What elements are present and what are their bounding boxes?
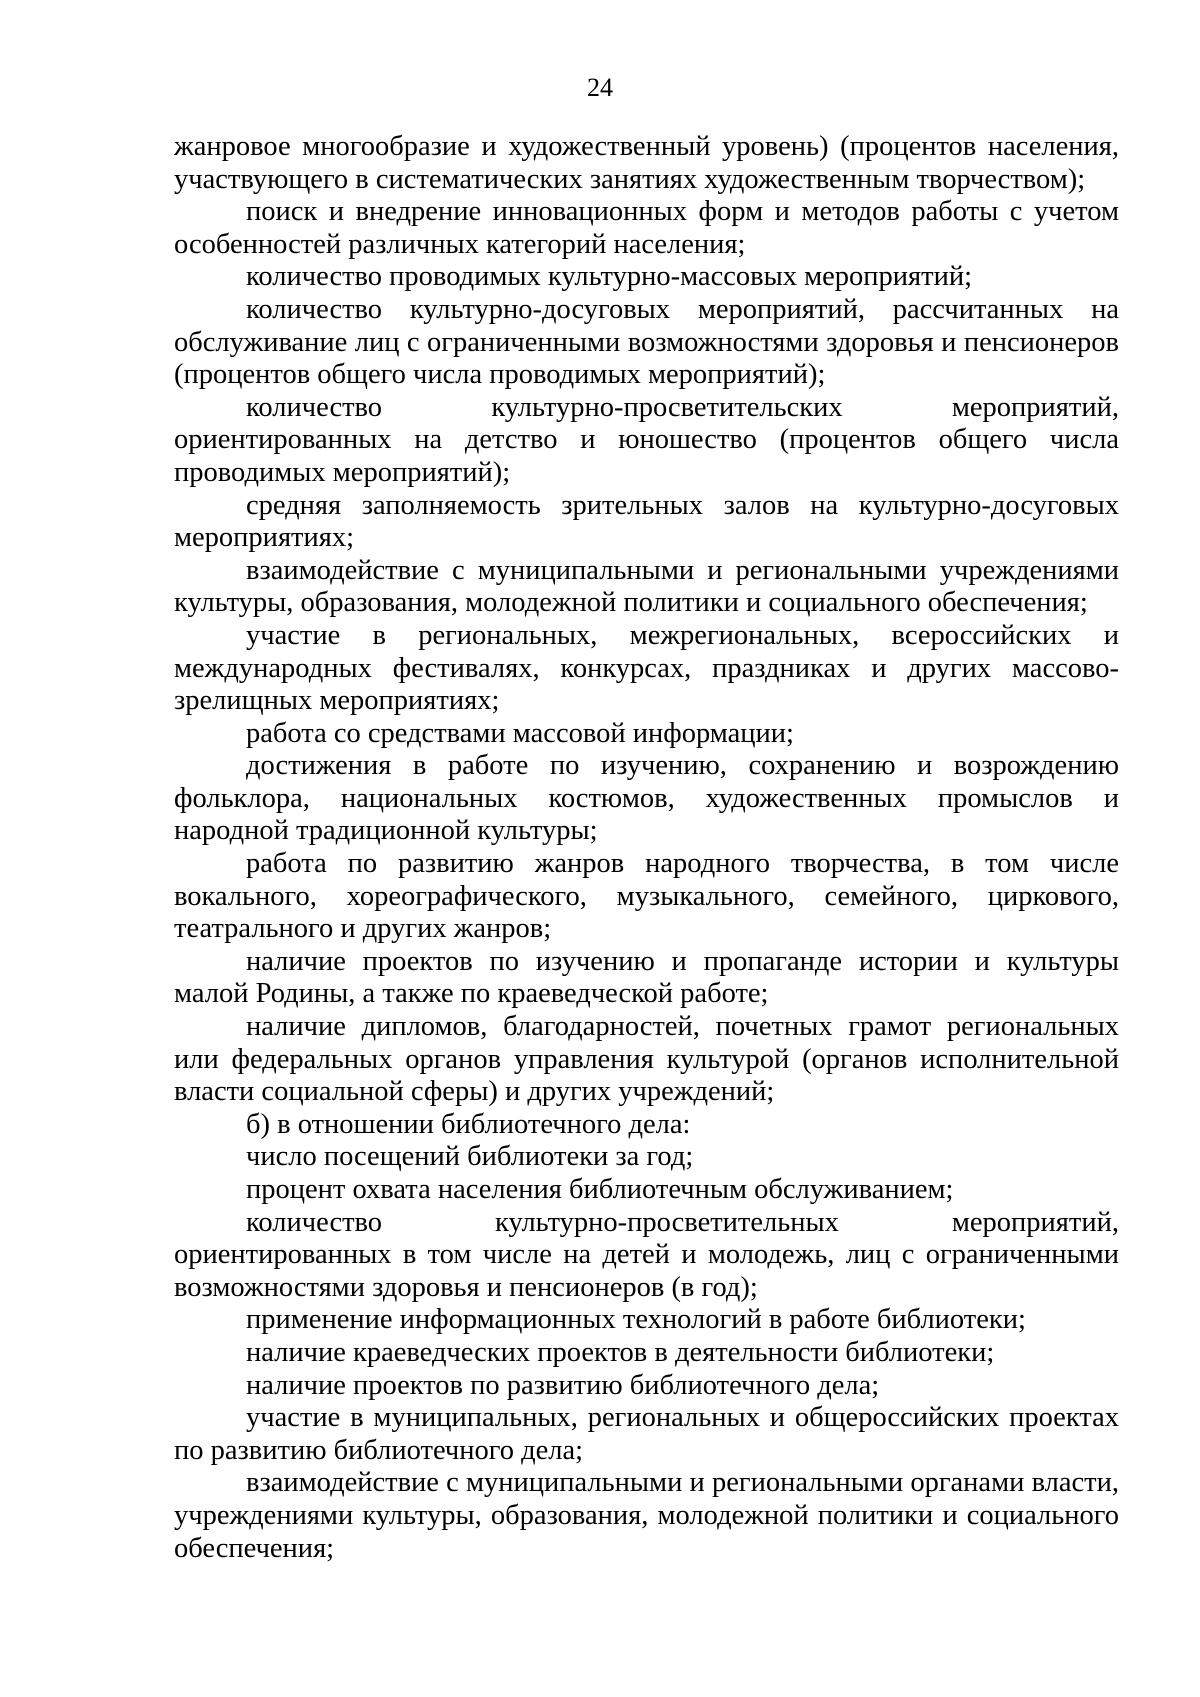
paragraph: поиск и внедрение инновационных форм и методов работы с учетом особенностей различных категорий населения; xyxy=(174,196,1119,260)
page-number: 24 xyxy=(587,73,613,102)
paragraph: средняя заполняемость зрительных залов на культурно-досуговых мероприятиях; xyxy=(174,489,1119,554)
paragraph: процент охвата населения библиотечным обслуживанием; xyxy=(246,1174,954,1205)
document-body xyxy=(174,131,1119,1565)
paragraph: применение информационных технологий в работе библиотеки; xyxy=(246,1304,1026,1336)
paragraph: количество культурно-досуговых мероприятий, рассчитанных на обслуживание лиц с ограниченными возможностями здоровья и пенсионеров (процентов общего числа проводимых мероприятий); xyxy=(174,293,1119,391)
paragraph: количество культурно-просветительских мероприятий, ориентированных на детство и юношество (процентов общего числа проводимых мероприятий); xyxy=(174,391,1119,488)
paragraph: работа со средствами массовой информации; xyxy=(246,717,794,749)
paragraph: количество культурно-просветительных мероприятий, ориентированных в том числе на детей и молодежь, лиц с ограниченными возможностями здоровья и пенсионеров (в год); xyxy=(174,1206,1119,1303)
paragraph: взаимодействие с муниципальными и региональными учреждениями культуры, образования, молодежной политики и социального обеспечения; xyxy=(174,554,1119,619)
paragraph: участие в муниципальных, региональных и общероссийских проектах по развитию библиотечного дела; xyxy=(174,1402,1119,1466)
paragraph: наличие дипломов, благодарностей, почетных грамот региональных или федеральных органов управления культурой (органов исполнительной власти социальной сферы) и других учреждений; xyxy=(174,1011,1119,1108)
paragraph: участие в региональных, межрегиональных, всероссийских и международных фестивалях, конкурсах, праздниках и других массово-зрелищных мероприятиях; xyxy=(174,619,1119,717)
paragraph: наличие проектов по развитию библиотечного дела; xyxy=(246,1369,880,1401)
paragraph: наличие проектов по изучению и пропаганде истории и культуры малой Родины, а также по краеведческой работе; xyxy=(174,945,1119,1010)
paragraph: достижения в работе по изучению, сохранению и возрождению фольклора, национальных костюмов, художественных промыслов и народной традиционной культуры; xyxy=(174,750,1119,847)
section-heading: б) в отношении библиотечного дела: xyxy=(246,1108,691,1140)
paragraph: число посещений библиотеки за год; xyxy=(246,1141,694,1173)
paragraph: количество проводимых культурно-массовых мероприятий; xyxy=(246,261,973,293)
paragraph: работа по развитию жанров народного творчества, в том числе вокального, хореографического, музыкального, семейного, циркового, театрального и других жанров; xyxy=(174,848,1119,945)
paragraph: наличие краеведческих проектов в деятельности библиотеки; xyxy=(246,1336,995,1368)
paragraph: взаимодействие с муниципальными и региональными органами власти, учреждениями культуры, образования, молодежной политики и социального обеспечения; xyxy=(174,1467,1119,1564)
paragraph: жанровое многообразие и художественный уровень) (процентов населения, участвующего в систематических занятиях художественным творчеством); xyxy=(174,131,1119,195)
